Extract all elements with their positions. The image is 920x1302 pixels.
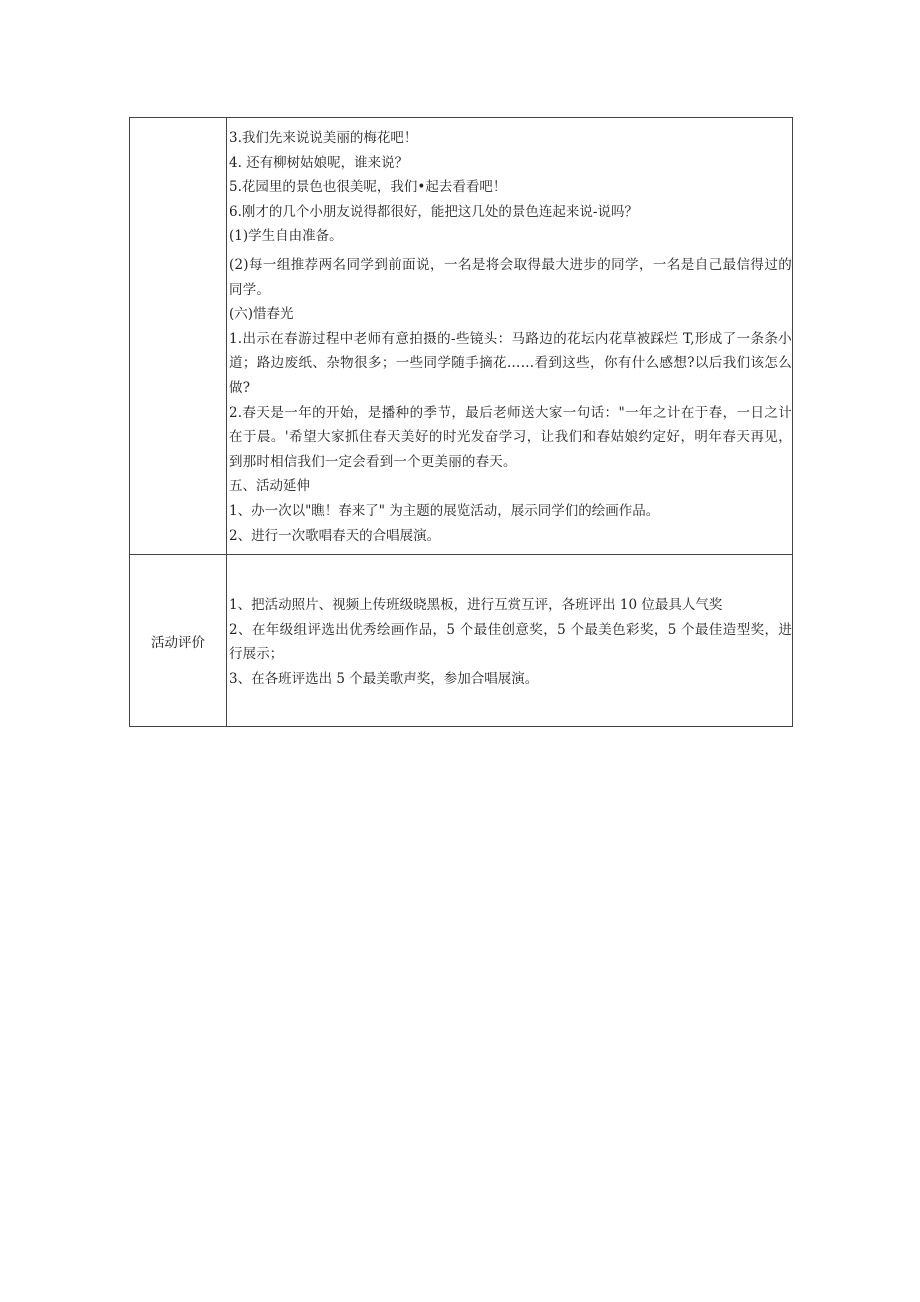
evaluation-item-2: 2、在年级组评选出优秀绘画作品，5 个最佳创意奖，5 个最美色彩奖，5 个最佳造型奖，进行展示； xyxy=(229,621,792,663)
step-line-4: 4. 还有柳树姑娘呢，谁来说？ xyxy=(229,154,409,171)
sub-step-2: (2)每一组推荐两名同学到前面说，一名是将会取得最大进步的同学，一名是自己最信得过的同学。 xyxy=(229,256,792,298)
activity-plan-table xyxy=(129,117,793,727)
evaluation-label-cell xyxy=(130,555,227,727)
evaluation-content xyxy=(227,555,792,721)
evaluation-item-1: 1、把活动照片、视频上传班级晓黑板，进行互赏互评，各班评出 10 位最具人气奖 xyxy=(229,597,723,614)
section-heading-cherish-spring: (六)惜春光 xyxy=(229,306,294,323)
extension-item-2: 2、进行一次歌唱春天的合唱展演。 xyxy=(229,527,441,544)
activity-steps-content-cell xyxy=(227,118,793,555)
extension-item-1: 1、办一次以"瞧！春来了" 为主题的展览活动，展示同学们的绘画作品。 xyxy=(229,502,660,519)
evaluation-row xyxy=(130,555,793,727)
step-line-6: 6.刚才的几个小朋友说得都很好，能把这几处的景色连起来说-说吗？ xyxy=(229,203,638,220)
section-heading-extension: 五、活动延伸 xyxy=(229,478,310,495)
evaluation-item-3: 3、在各班评选出 5 个最美歌声奖，参加合唱展演。 xyxy=(229,670,539,687)
activity-steps-content xyxy=(227,118,792,554)
activity-steps-row xyxy=(130,118,793,555)
evaluation-label: 活动评价 xyxy=(151,634,205,651)
step-line-3: 3.我们先来说说美丽的梅花吧！ xyxy=(229,130,418,146)
activity-steps-label-cell xyxy=(130,118,227,555)
sub-step-1: (1)学生自由准备。 xyxy=(229,228,343,245)
step-line-5: 5.花园里的景色也很美呢，我们•起去看看吧！ xyxy=(229,179,507,196)
cherish-spring-item-2: 2.春天是一年的开始，是播种的季节，最后老师送大家一句话："一年之计在于春，一日之计在于晨。'希望大家抓住春天美好的时光发奋学习，让我们和春姑娘约定好，明年春天再见，到那时相信我们一定会看到一个更美丽的春天。 xyxy=(229,404,792,470)
cherish-spring-item-1: 1.出示在春游过程中老师有意拍摄的-些镜头：马路边的花坛内花草被踩烂 T,形成了一条条小道；路边废纸、杂物很多；一些同学随手摘花……看到这些，你有什么感想?以后我们该怎么做? xyxy=(229,330,792,396)
evaluation-content-cell xyxy=(227,555,793,727)
